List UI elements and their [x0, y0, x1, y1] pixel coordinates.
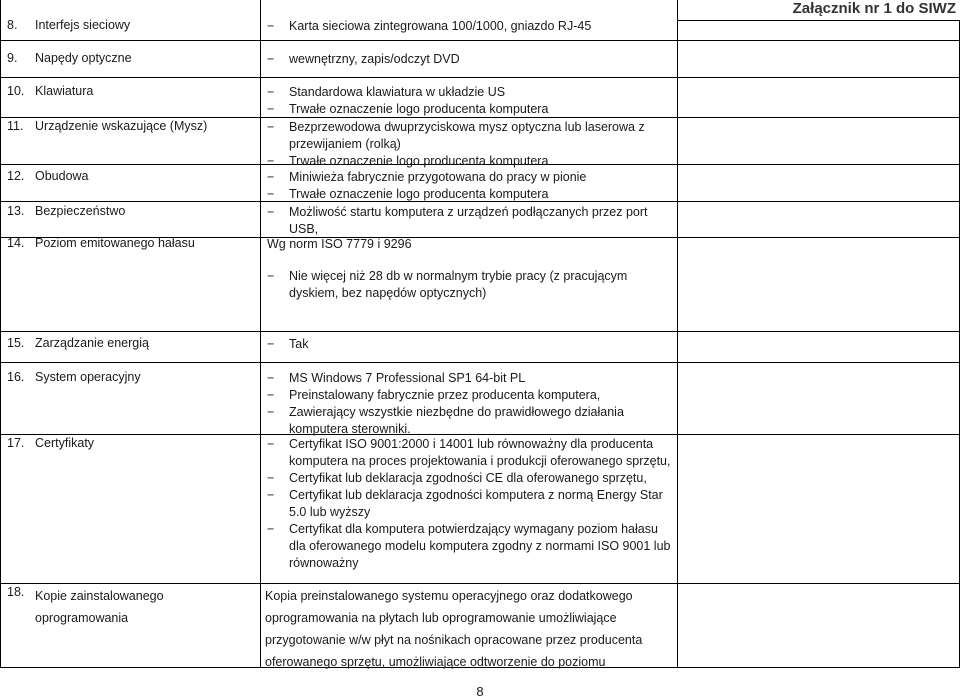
row-number: 13. [7, 204, 25, 218]
row-number: 8. [7, 18, 18, 32]
row-name: Interfejs sieciowy [35, 18, 131, 32]
list-item: − Nie więcej niż 28 db w normalnym trybie pracy (z pracującym dyskiem, bez napędów optycznych) [267, 269, 628, 300]
row-number: 18. [7, 585, 25, 599]
row-number: 9. [7, 51, 18, 65]
row-number: 15. [7, 336, 25, 350]
row-name: Obudowa [35, 169, 89, 183]
list-item: − Certyfikat dla komputera potwierdzający wymagany poziom hałasu dla oferowanego modelu komputera zgodny z normami ISO 9001 lub równoważny [267, 522, 671, 570]
row-name: Bezpieczeństwo [35, 204, 126, 218]
list-item: − Karta sieciowa zintegrowana 100/1000, gniazdo RJ-45 [267, 19, 592, 33]
list-item: − Tak [267, 337, 309, 351]
page-title: Załącznik nr 1 do SIWZ [792, 0, 956, 17]
list-item: − Standardowa klawiatura w układzie US [267, 85, 506, 99]
row-name: Urządzenie wskazujące (Mysz) [35, 119, 208, 133]
row-name: System operacyjny [35, 370, 141, 384]
row-intro: Wg norm ISO 7779 i 9296 [267, 237, 412, 251]
list-item: − Certyfikat lub deklaracja zgodności komputera z normą Energy Star 5.0 lub wyższy [267, 488, 663, 519]
list-item: − Zawierający wszystkie niezbędne do prawidłowego działania komputera sterowniki. [267, 405, 624, 436]
row-text: Kopia preinstalowanego systemu operacyjnego oraz dodatkowego oprogramowania na płytach lub oprogramowanie umożliwiające przygotowanie w/w płyt na nośnikach opracowane przez producenta oferowanego sprzętu, umożliwiające odtworzenie do poziomu [265, 589, 643, 669]
row-number: 10. [7, 84, 25, 98]
row-name: Zarządzanie energią [35, 336, 149, 350]
row-name: Poziom emitowanego hałasu [35, 236, 195, 250]
row-name: Certyfikaty [35, 436, 95, 450]
list-item: − Miniwieża fabrycznie przygotowana do pracy w pionie [267, 170, 587, 184]
list-item: − Możliwość startu komputera z urządzeń podłączanych przez port USB, [267, 205, 648, 236]
page-number: 8 [476, 684, 484, 699]
row-number: 16. [7, 370, 25, 384]
list-item: − Bezprzewodowa dwuprzyciskowa mysz optyczna lub laserowa z przewijaniem (rolką) [267, 120, 645, 151]
list-item: − Trwałe oznaczenie logo producenta komputera [267, 154, 549, 168]
row-number: 17. [7, 436, 25, 450]
row-number: 11. [7, 119, 24, 133]
list-item: − Trwałe oznaczenie logo producenta komputera [267, 102, 549, 116]
row-number: 14. [7, 236, 25, 250]
list-item: − MS Windows 7 Professional SP1 64-bit PL [267, 371, 526, 385]
row-name: Napędy optyczne [35, 51, 132, 65]
list-item: − Certyfikat lub deklaracja zgodności CE dla oferowanego sprzętu, [267, 471, 647, 485]
list-item: − wewnętrzny, zapis/odczyt DVD [267, 52, 460, 66]
list-item: − Preinstalowany fabrycznie przez producenta komputera, [267, 388, 601, 402]
row-name: Klawiatura [35, 84, 94, 98]
list-item: − Trwałe oznaczenie logo producenta komputera [267, 187, 549, 201]
list-item: − Certyfikat ISO 9001:2000 i 14001 lub równoważny dla producenta komputera na proces projektowania i produkcji oferowanego sprzętu, [267, 437, 671, 468]
row-name: Kopie zainstalowanego oprogramowania [35, 589, 164, 625]
row-number: 12. [7, 169, 25, 183]
